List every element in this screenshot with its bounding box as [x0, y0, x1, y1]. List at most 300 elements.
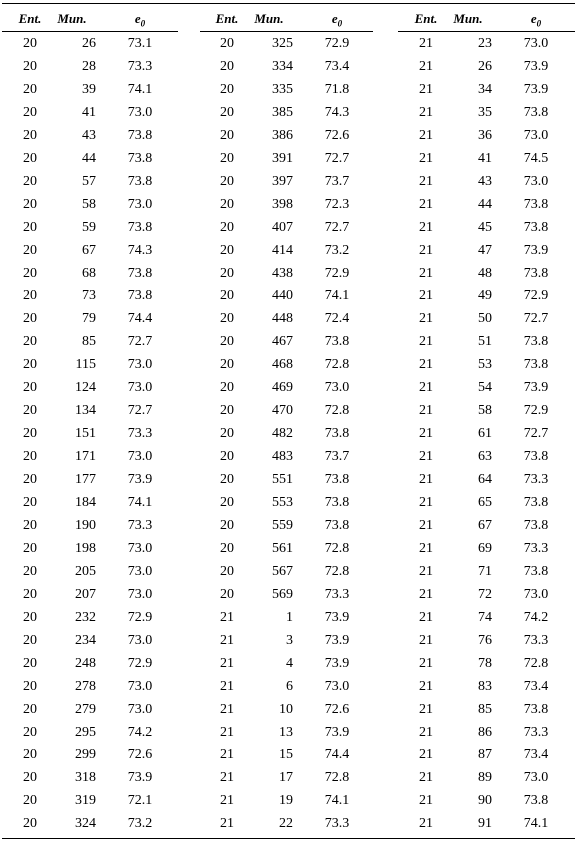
cell-ent: 20 [23, 495, 37, 510]
cell-ent: 20 [220, 220, 234, 235]
cell-ent: 20 [23, 334, 37, 349]
cell-e0: 72.6 [127, 747, 153, 762]
cell-mun: 59 [82, 220, 96, 235]
cell-ent: 20 [23, 403, 37, 418]
cell-ent: 20 [220, 564, 234, 579]
cell-ent: 21 [419, 426, 433, 441]
cell-mun: 559 [272, 518, 293, 533]
cell-mun: 318 [75, 770, 96, 785]
cell-mun: 4 [286, 656, 293, 671]
cell-ent: 21 [419, 243, 433, 258]
cell-mun: 467 [272, 334, 293, 349]
cell-e0: 73.0 [127, 564, 153, 579]
cell-ent: 20 [23, 288, 37, 303]
cell-mun: 386 [272, 128, 293, 143]
cell-mun: 19 [279, 793, 293, 808]
header-e0-subscript: 0 [140, 18, 146, 29]
cell-ent: 21 [419, 403, 433, 418]
cell-e0: 73.0 [127, 541, 153, 556]
cell-e0: 72.9 [127, 610, 153, 625]
cell-mun: 26 [478, 59, 492, 74]
cell-e0: 73.9 [523, 380, 549, 395]
cell-e0: 74.1 [523, 816, 549, 831]
cell-mun: 324 [75, 816, 96, 831]
cell-ent: 20 [220, 472, 234, 487]
cell-e0: 73.3 [127, 518, 153, 533]
cell-e0: 73.8 [324, 472, 350, 487]
cell-mun: 71 [478, 564, 492, 579]
cell-e0: 74.4 [127, 311, 153, 326]
cell-mun: 319 [75, 793, 96, 808]
header-ent: Ent. [215, 11, 239, 26]
cell-e0: 72.8 [324, 403, 350, 418]
cell-e0: 73.8 [324, 426, 350, 441]
cell-mun: 43 [478, 174, 492, 189]
cell-mun: 57 [82, 174, 96, 189]
cell-e0: 73.9 [324, 725, 350, 740]
cell-mun: 470 [272, 403, 293, 418]
cell-mun: 407 [272, 220, 293, 235]
cell-mun: 448 [272, 311, 293, 326]
cell-e0: 73.0 [523, 770, 549, 785]
cell-ent: 21 [220, 679, 234, 694]
cell-e0: 73.0 [127, 702, 153, 717]
cell-mun: 39 [82, 82, 96, 97]
cell-ent: 21 [419, 174, 433, 189]
cell-e0: 74.1 [127, 82, 153, 97]
cell-mun: 35 [478, 105, 492, 120]
cell-mun: 72 [478, 587, 492, 602]
cell-mun: 134 [75, 403, 96, 418]
cell-e0: 71.8 [324, 82, 350, 97]
cell-e0: 73.8 [127, 128, 153, 143]
cell-ent: 21 [419, 151, 433, 166]
cell-ent: 21 [419, 725, 433, 740]
cell-mun: 391 [272, 151, 293, 166]
header-e0-subscript: 0 [536, 18, 542, 29]
cell-ent: 21 [419, 564, 433, 579]
header-rule [200, 31, 373, 32]
cell-e0: 72.7 [324, 220, 350, 235]
cell-e0: 73.3 [523, 633, 549, 648]
cell-ent: 20 [23, 656, 37, 671]
cell-ent: 20 [220, 36, 234, 51]
cell-ent: 21 [419, 541, 433, 556]
cell-e0: 73.3 [523, 472, 549, 487]
cell-mun: 90 [478, 793, 492, 808]
cell-mun: 54 [478, 380, 492, 395]
cell-mun: 232 [75, 610, 96, 625]
cell-mun: 17 [279, 770, 293, 785]
cell-mun: 44 [478, 197, 492, 212]
cell-e0: 73.8 [523, 197, 549, 212]
cell-ent: 20 [23, 151, 37, 166]
header-e0-subscript: 0 [337, 18, 343, 29]
cell-ent: 20 [23, 587, 37, 602]
cell-e0: 72.8 [324, 564, 350, 579]
cell-ent: 20 [23, 702, 37, 717]
cell-mun: 483 [272, 449, 293, 464]
header-e0-symbol: e [530, 11, 537, 26]
cell-ent: 20 [220, 541, 234, 556]
cell-ent: 21 [419, 311, 433, 326]
cell-mun: 41 [478, 151, 492, 166]
cell-ent: 21 [419, 128, 433, 143]
cell-e0: 73.9 [523, 243, 549, 258]
cell-e0: 74.2 [127, 725, 153, 740]
cell-mun: 190 [75, 518, 96, 533]
cell-e0: 73.8 [127, 220, 153, 235]
cell-e0: 73.8 [523, 105, 549, 120]
cell-mun: 234 [75, 633, 96, 648]
cell-mun: 198 [75, 541, 96, 556]
cell-mun: 58 [478, 403, 492, 418]
cell-e0: 73.9 [324, 610, 350, 625]
cell-e0: 74.1 [324, 793, 350, 808]
header-e0 [110, 11, 170, 32]
cell-mun: 69 [478, 541, 492, 556]
cell-ent: 20 [23, 128, 37, 143]
cell-e0: 72.7 [324, 151, 350, 166]
cell-ent: 21 [419, 82, 433, 97]
cell-mun: 73 [82, 288, 96, 303]
cell-e0: 72.7 [523, 311, 549, 326]
cell-mun: 299 [75, 747, 96, 762]
cell-e0: 73.9 [324, 656, 350, 671]
cell-mun: 63 [478, 449, 492, 464]
cell-ent: 21 [220, 770, 234, 785]
cell-e0: 73.0 [523, 174, 549, 189]
cell-ent: 21 [419, 472, 433, 487]
cell-mun: 124 [75, 380, 96, 395]
cell-e0: 73.8 [127, 266, 153, 281]
cell-ent: 21 [419, 702, 433, 717]
cell-e0: 73.9 [127, 472, 153, 487]
cell-ent: 21 [419, 679, 433, 694]
cell-ent: 20 [23, 449, 37, 464]
cell-ent: 21 [419, 334, 433, 349]
cell-e0: 72.9 [523, 288, 549, 303]
cell-e0: 74.1 [324, 288, 350, 303]
cell-ent: 21 [419, 793, 433, 808]
cell-ent: 20 [23, 472, 37, 487]
cell-mun: 34 [478, 82, 492, 97]
cell-e0: 73.4 [523, 679, 549, 694]
cell-mun: 115 [75, 357, 96, 372]
cell-e0: 73.0 [523, 587, 549, 602]
cell-e0: 73.8 [523, 702, 549, 717]
cell-mun: 43 [82, 128, 96, 143]
header-e0 [307, 11, 367, 32]
cell-mun: 1 [286, 610, 293, 625]
cell-ent: 21 [419, 36, 433, 51]
cell-ent: 21 [419, 59, 433, 74]
cell-ent: 20 [220, 311, 234, 326]
header-mun: Mun. [57, 11, 87, 26]
cell-ent: 20 [23, 82, 37, 97]
cell-e0: 73.8 [127, 174, 153, 189]
cell-e0: 73.8 [127, 288, 153, 303]
cell-mun: 22 [279, 816, 293, 831]
cell-e0: 73.8 [523, 449, 549, 464]
cell-mun: 482 [272, 426, 293, 441]
cell-e0: 73.3 [127, 59, 153, 74]
cell-mun: 440 [272, 288, 293, 303]
cell-mun: 64 [478, 472, 492, 487]
cell-mun: 569 [272, 587, 293, 602]
cell-e0: 73.3 [324, 816, 350, 831]
cell-mun: 76 [478, 633, 492, 648]
cell-mun: 248 [75, 656, 96, 671]
cell-ent: 20 [23, 679, 37, 694]
cell-ent: 21 [220, 793, 234, 808]
cell-mun: 171 [75, 449, 96, 464]
cell-e0: 73.0 [127, 197, 153, 212]
cell-ent: 20 [23, 770, 37, 785]
cell-mun: 468 [272, 357, 293, 372]
cell-ent: 20 [220, 288, 234, 303]
cell-mun: 15 [279, 747, 293, 762]
cell-e0: 73.1 [127, 36, 153, 51]
cell-ent: 21 [220, 725, 234, 740]
cell-e0: 72.9 [324, 266, 350, 281]
cell-mun: 469 [272, 380, 293, 395]
cell-ent: 21 [419, 266, 433, 281]
cell-ent: 20 [23, 59, 37, 74]
cell-ent: 21 [220, 747, 234, 762]
cell-mun: 151 [75, 426, 96, 441]
cell-ent: 21 [419, 633, 433, 648]
cell-ent: 20 [220, 357, 234, 372]
cell-ent: 21 [419, 105, 433, 120]
header-e0 [506, 11, 566, 32]
cell-ent: 20 [220, 59, 234, 74]
cell-e0: 72.7 [523, 426, 549, 441]
cell-mun: 561 [272, 541, 293, 556]
cell-mun: 325 [272, 36, 293, 51]
cell-mun: 438 [272, 266, 293, 281]
cell-e0: 73.8 [523, 518, 549, 533]
header-rule [398, 31, 575, 32]
cell-ent: 21 [419, 197, 433, 212]
cell-e0: 73.2 [127, 816, 153, 831]
cell-mun: 85 [82, 334, 96, 349]
cell-ent: 20 [220, 151, 234, 166]
cell-ent: 20 [23, 174, 37, 189]
cell-mun: 44 [82, 151, 96, 166]
cell-e0: 73.3 [127, 426, 153, 441]
cell-ent: 20 [23, 816, 37, 831]
cell-mun: 551 [272, 472, 293, 487]
cell-ent: 20 [23, 633, 37, 648]
cell-ent: 20 [23, 610, 37, 625]
cell-ent: 21 [419, 518, 433, 533]
cell-e0: 73.8 [324, 495, 350, 510]
cell-ent: 21 [220, 816, 234, 831]
cell-ent: 20 [23, 725, 37, 740]
cell-e0: 72.8 [324, 541, 350, 556]
cell-mun: 385 [272, 105, 293, 120]
cell-mun: 10 [279, 702, 293, 717]
cell-ent: 21 [419, 770, 433, 785]
cell-mun: 58 [82, 197, 96, 212]
cell-e0: 73.9 [127, 770, 153, 785]
cell-mun: 74 [478, 610, 492, 625]
cell-ent: 20 [220, 174, 234, 189]
cell-mun: 51 [478, 334, 492, 349]
cell-mun: 278 [75, 679, 96, 694]
cell-ent: 21 [419, 357, 433, 372]
cell-e0: 73.9 [324, 633, 350, 648]
cell-mun: 26 [82, 36, 96, 51]
cell-e0: 72.4 [324, 311, 350, 326]
cell-ent: 21 [220, 633, 234, 648]
cell-mun: 279 [75, 702, 96, 717]
cell-e0: 72.8 [324, 770, 350, 785]
cell-e0: 72.9 [523, 403, 549, 418]
cell-mun: 3 [286, 633, 293, 648]
cell-ent: 20 [220, 426, 234, 441]
cell-e0: 72.1 [127, 793, 153, 808]
cell-e0: 73.0 [324, 380, 350, 395]
cell-mun: 335 [272, 82, 293, 97]
cell-mun: 45 [478, 220, 492, 235]
cell-mun: 47 [478, 243, 492, 258]
header-ent: Ent. [18, 11, 42, 26]
cell-e0: 73.7 [324, 449, 350, 464]
cell-ent: 21 [220, 702, 234, 717]
cell-ent: 20 [220, 449, 234, 464]
cell-ent: 20 [23, 793, 37, 808]
cell-mun: 91 [478, 816, 492, 831]
cell-ent: 21 [419, 495, 433, 510]
cell-mun: 86 [478, 725, 492, 740]
cell-ent: 20 [220, 495, 234, 510]
cell-e0: 73.8 [127, 151, 153, 166]
cell-e0: 73.8 [523, 266, 549, 281]
cell-e0: 73.8 [523, 793, 549, 808]
cell-mun: 89 [478, 770, 492, 785]
cell-mun: 67 [82, 243, 96, 258]
cell-mun: 50 [478, 311, 492, 326]
cell-ent: 20 [220, 380, 234, 395]
cell-e0: 73.7 [324, 174, 350, 189]
cell-mun: 205 [75, 564, 96, 579]
cell-mun: 41 [82, 105, 96, 120]
cell-e0: 74.1 [127, 495, 153, 510]
cell-ent: 20 [23, 747, 37, 762]
cell-e0: 73.0 [127, 105, 153, 120]
cell-ent: 21 [419, 656, 433, 671]
cell-mun: 87 [478, 747, 492, 762]
cell-e0: 73.3 [523, 725, 549, 740]
cell-mun: 553 [272, 495, 293, 510]
cell-ent: 20 [23, 541, 37, 556]
cell-e0: 73.0 [127, 679, 153, 694]
cell-ent: 21 [419, 380, 433, 395]
cell-e0: 73.9 [523, 82, 549, 97]
cell-ent: 20 [220, 266, 234, 281]
cell-ent: 21 [419, 587, 433, 602]
cell-e0: 74.5 [523, 151, 549, 166]
cell-ent: 21 [419, 747, 433, 762]
cell-e0: 73.0 [127, 587, 153, 602]
cell-ent: 21 [220, 610, 234, 625]
cell-e0: 73.8 [523, 357, 549, 372]
cell-ent: 20 [220, 197, 234, 212]
cell-mun: 48 [478, 266, 492, 281]
cell-e0: 74.3 [127, 243, 153, 258]
cell-e0: 73.0 [523, 36, 549, 51]
cell-e0: 72.3 [324, 197, 350, 212]
cell-e0: 73.0 [127, 449, 153, 464]
cell-ent: 20 [220, 82, 234, 97]
cell-e0: 73.0 [127, 357, 153, 372]
cell-mun: 85 [478, 702, 492, 717]
cell-ent: 20 [23, 36, 37, 51]
header-mun: Mun. [254, 11, 284, 26]
cell-e0: 72.7 [127, 403, 153, 418]
cell-ent: 20 [23, 266, 37, 281]
cell-ent: 20 [220, 128, 234, 143]
cell-e0: 73.9 [523, 59, 549, 74]
cell-e0: 72.7 [127, 334, 153, 349]
cell-e0: 73.4 [523, 747, 549, 762]
cell-mun: 23 [478, 36, 492, 51]
cell-mun: 61 [478, 426, 492, 441]
cell-ent: 20 [23, 518, 37, 533]
cell-mun: 295 [75, 725, 96, 740]
cell-ent: 21 [419, 449, 433, 464]
cell-e0: 72.8 [523, 656, 549, 671]
cell-ent: 20 [23, 380, 37, 395]
cell-e0: 72.6 [324, 128, 350, 143]
cell-e0: 73.0 [324, 679, 350, 694]
table-bottom-rule [2, 838, 575, 839]
header-e0-symbol: e [331, 11, 338, 26]
cell-e0: 73.0 [127, 380, 153, 395]
cell-ent: 21 [220, 656, 234, 671]
cell-mun: 36 [478, 128, 492, 143]
cell-ent: 20 [23, 220, 37, 235]
cell-e0: 74.3 [324, 105, 350, 120]
cell-mun: 79 [82, 311, 96, 326]
cell-e0: 73.8 [324, 334, 350, 349]
cell-mun: 567 [272, 564, 293, 579]
cell-e0: 73.4 [324, 59, 350, 74]
cell-mun: 207 [75, 587, 96, 602]
cell-mun: 28 [82, 59, 96, 74]
cell-ent: 21 [419, 610, 433, 625]
header-ent: Ent. [414, 11, 438, 26]
cell-ent: 20 [23, 426, 37, 441]
cell-ent: 20 [220, 334, 234, 349]
cell-mun: 334 [272, 59, 293, 74]
cell-ent: 21 [419, 220, 433, 235]
cell-ent: 20 [220, 587, 234, 602]
cell-mun: 67 [478, 518, 492, 533]
cell-e0: 74.2 [523, 610, 549, 625]
header-mun: Mun. [453, 11, 483, 26]
cell-mun: 78 [478, 656, 492, 671]
cell-mun: 68 [82, 266, 96, 281]
cell-mun: 65 [478, 495, 492, 510]
cell-ent: 20 [220, 403, 234, 418]
cell-mun: 13 [279, 725, 293, 740]
cell-ent: 20 [23, 311, 37, 326]
table-top-rule [2, 3, 575, 4]
header-e0-symbol: e [134, 11, 141, 26]
